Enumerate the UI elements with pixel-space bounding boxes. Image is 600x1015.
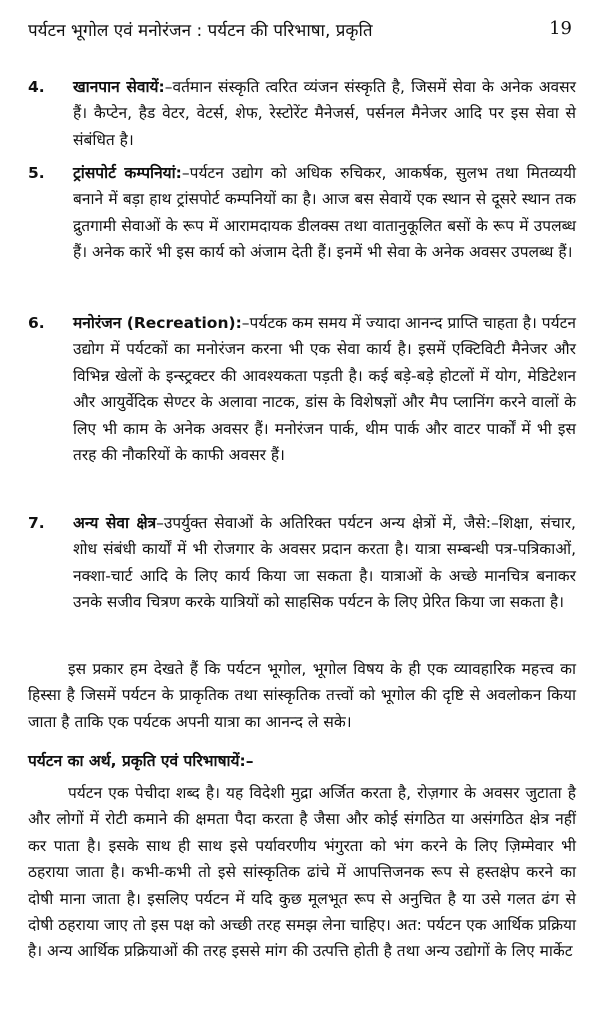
page-number: 19 xyxy=(549,18,572,39)
list-item-body xyxy=(73,160,576,266)
section-heading: पर्यटन का अर्थ, प्रकृति एवं परिभाषायें:– xyxy=(28,752,254,770)
list-item-text: –पर्यटक कम समय में ज्यादा आनन्द प्राप्ति चाहता है। पर्यटन उद्योग में पर्यटकों का मनोरंजन करना भी एक सेवा कार्य है। इसमें एक्टिविटी मैनेजर और विभिन्न खेलों के इन्स्ट्रक्टर की आवश्यकता पड़ती है। कई बड़े-बड़े होटलों में योग, मेडिटेशन और आयुर्वेदिक सेण्टर के अलावा नाटक, डांस के विशेषज्ञों और मैप प्लानिंग करने वालों के लिए भी काम के अनेक अवसर हैं। मनोरंजन पार्क, थीम पार्क और वाटर पार्कों में भी इस तरह की नौकरियों के काफी अवसर हैं। xyxy=(73,314,577,465)
list-item-title: खानपान सेवायें: xyxy=(73,78,165,96)
list-item-text: –पर्यटन उद्योग को अधिक रुचिकर, आकर्षक, सुलभ तथा मितव्ययी बनाने में बड़ा हाथ ट्रांसपोर्ट कम्पनियों का है। आज बस सेवायें एक स्थान से दूसरे स्थान तक द्रुतगामी सेवाओं के रूप में आरामदायक डीलक्स तथा वातानुकूलित बसों के रूप में उपलब्ध हैं। अनेक कारें भी इस कार्य को अंजाम देती हैं। इनमें भी सेवा के अनेक अवसर उपलब्ध हैं। xyxy=(73,164,576,262)
list-item-title: ट्रांसपोर्ट कम्पनियां: xyxy=(73,164,182,182)
section-paragraph: पर्यटन एक पेचीदा शब्द है। यह विदेशी मुद्रा अर्जित करता है, रोज़गार के अवसर जुटाता है और लोगों में रोटी कमाने की क्षमता पैदा करता है जैसा और कोई संगठित या असंगठित क्षेत्र नहीं कर पाता है। इसके साथ ही साथ इसे पर्यावरणीय भंगुरता को भंग करने के लिए ज़िम्मेवार भी ठहराया जाता है। कभी-कभी तो इसे सांस्कृतिक ढांचे में आपत्तिजनक रूप से हस्तक्षेप करने का दोषी माना जाता है। इसलिए पर्यटन में यदि कुछ मूलभूत रूप से अनुचित है या उसे गलत ढंग से दोषी ठहराया जाए तो इस पक्ष को अच्छी तरह समझ लेना चाहिए। अत: पर्यटन एक आर्थिक प्रक्रिया है। अन्य आर्थिक प्रक्रियाओं की तरह इससे मांग की उत्पत्ति होती है तथा अन्य उद्योगों के लिए मार्केट xyxy=(28,784,576,961)
list-item-number: 6. xyxy=(28,314,45,332)
list-item-text: –उपर्युक्त सेवाओं के अतिरिक्त पर्यटन अन्य क्षेत्रों में, जैसे:–शिक्षा, संचार, शोध संबंधी कार्यों में भी रोजगार के अवसर प्रदान करता है। यात्रा सम्बन्धी पत्र-पत्रिकाओं, नक्शा-चार्ट आदि के लिए कार्य किया जा सकता है। यात्राओं के अच्छे मानचित्र बनाकर उनके सजीव चित्रण करके यात्रियों को साहसिक पर्यटन के लिए प्रेरित किया जा सकता है। xyxy=(73,514,576,612)
list-item-text: –वर्तमान संस्कृति त्वरित व्यंजन संस्कृति है, जिसमें सेवा के अनेक अवसर हैं। कैप्टेन, हैड वेटर, वेटर्स, शेफ, रेस्टोरेंट मैनेजर्स, पर्सनल मैनेजर आदि पर इस सेवा से संबंधित है। xyxy=(73,78,576,149)
running-header-title: पर्यटन भूगोल एवं मनोरंजन : पर्यटन की परिभाषा, प्रकृति xyxy=(28,21,373,41)
list-item-title: मनोरंजन (Recreation): xyxy=(73,314,242,332)
list-item-body xyxy=(73,74,576,153)
list-item-number: 5. xyxy=(28,164,45,182)
list-item-number: 4. xyxy=(28,78,45,96)
list-item-number: 7. xyxy=(28,514,45,532)
list-item-other-services xyxy=(28,510,576,616)
list-item-catering xyxy=(28,74,576,153)
list-item-body xyxy=(73,510,576,616)
running-header xyxy=(28,18,572,48)
list-item-recreation xyxy=(28,310,576,468)
list-item-body xyxy=(73,310,576,468)
list-item-transport xyxy=(28,160,576,266)
summary-paragraph: इस प्रकार हम देखते हैं कि पर्यटन भूगोल, भूगोल विषय के ही एक व्यावहारिक महत्त्व का हिस्सा है जिसमें पर्यटन के प्राकृतिक तथा सांस्कृतिक तत्त्वों को भूगोल की दृष्टि से अवलोकन किया जाता है ताकि एक पर्यटक अपनी यात्रा का आनन्द ले सके। xyxy=(28,660,576,731)
list-item-title: अन्य सेवा क्षेत्र xyxy=(73,514,157,532)
